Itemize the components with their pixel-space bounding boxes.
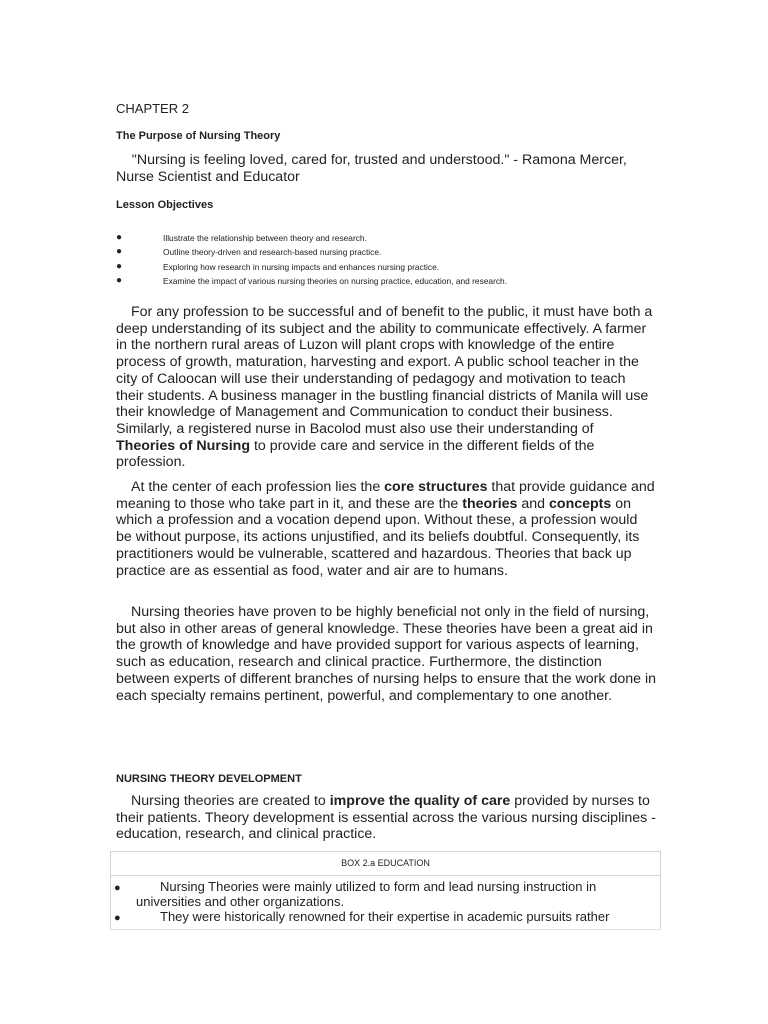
list-item [116, 274, 656, 288]
list-item [111, 910, 660, 925]
paragraph-text: and [517, 495, 550, 512]
box-heading: BOX 2.a EDUCATION [111, 852, 660, 876]
list-item [116, 231, 656, 245]
bullet-icon: ● [114, 912, 121, 924]
objective-text: Examine the impact of various nursing theories on nursing practice, education, and research. [163, 276, 508, 287]
objective-text: Outline theory-driven and research-based nursing practice. [163, 247, 382, 258]
bullet-icon: ● [116, 275, 123, 287]
paragraph-text: on which a profession and a vocation depend upon. Without these, a profession would be without purpose, its actions unjustified, and its beliefs doubtful. Consequently, its practitioners would be vulnerable, scattered and hazardous. Theories that back up practice are as essential as food, water and air are to humans. [116, 495, 640, 579]
paragraph-text: provided by nurses to their patients. Theory development is essential across the various nursing disciplines - education, research, and clinical practice. [116, 793, 656, 843]
chapter-title: The Purpose of Nursing Theory [116, 130, 281, 142]
quote-text: "Nursing is feeling loved, cared for, trusted and understood." - Ramona Mercer, Nurse Scientist and Educator [116, 152, 627, 185]
box-item-text [136, 880, 660, 909]
list-item [116, 245, 656, 259]
emphasis-text: theories [462, 495, 518, 512]
objectives-heading: Lesson Objectives [116, 199, 214, 211]
paragraph-text: that provide guidance and meaning to those who take part in it, and these are the [116, 479, 655, 512]
emphasis-text: Theories of Nursing [116, 437, 251, 454]
objective-text: Exploring how research in nursing impacts and enhances nursing practice. [163, 261, 440, 272]
paragraph-text: Nursing theories are created to [131, 793, 330, 809]
emphasis-text: concepts [549, 495, 612, 512]
box-item-content: They were historically renowned for their expertise in academic pursuits rather [160, 909, 610, 924]
emphasis-text: core structures [384, 479, 488, 495]
list-item [116, 260, 656, 274]
emphasis-text: improve the quality of care [329, 793, 511, 809]
education-box [110, 851, 661, 930]
body-paragraph-3: Nursing theories have proven to be highly beneficial not only in the field of nursing, but also in other areas of general knowledge. These theories have been a great aid in the growth of knowledge and have provided support for various aspects of learning, such as education, research and clinical practice. Furthermore, the distinction between experts of different branches of nursing helps to ensure that the work done in each specialty remains pertinent, powerful, and complementary to one another. [116, 604, 656, 704]
epigraph-quote [116, 152, 646, 185]
section-heading: NURSING THEORY DEVELOPMENT [116, 773, 302, 785]
paragraph-text: to provide care and service in the different fields of the profession. [116, 437, 595, 471]
chapter-heading: CHAPTER 2 [116, 101, 189, 116]
bullet-icon: ● [116, 232, 123, 243]
paragraph-text: At the center of each profession lies the [131, 479, 385, 495]
body-paragraph-1 [116, 304, 656, 471]
paragraph-text: For any profession to be successful and of benefit to the public, it must have both a deep understanding of its subject and the ability to communicate effectively. A farmer in the northern rural areas of Luzon will plant crops with knowledge of the entire process of growth, maturation, harvesting and export. A public school teacher in the city of Caloocan will use their understanding of pedagogy and motivation to teach their students. A business manager in the bustling financial districts of Manila will use their knowledge of Management and Communication to conduct their business. Similarly, a registered nurse in Bacolod must also use their understanding of [116, 304, 653, 437]
list-item [111, 880, 660, 909]
objective-text: Illustrate the relationship between theory and research. [163, 233, 367, 243]
section-paragraph [116, 793, 656, 843]
objectives-list [116, 231, 656, 289]
box-list [111, 880, 660, 925]
bullet-icon: ● [114, 882, 121, 894]
box-item-text [136, 910, 660, 925]
box-item-content: Nursing Theories were mainly utilized to form and lead nursing instruction in universities and other organizations. [136, 879, 597, 909]
bullet-icon: ● [116, 260, 123, 272]
bullet-icon: ● [116, 246, 123, 258]
body-paragraph-2 [116, 479, 656, 579]
